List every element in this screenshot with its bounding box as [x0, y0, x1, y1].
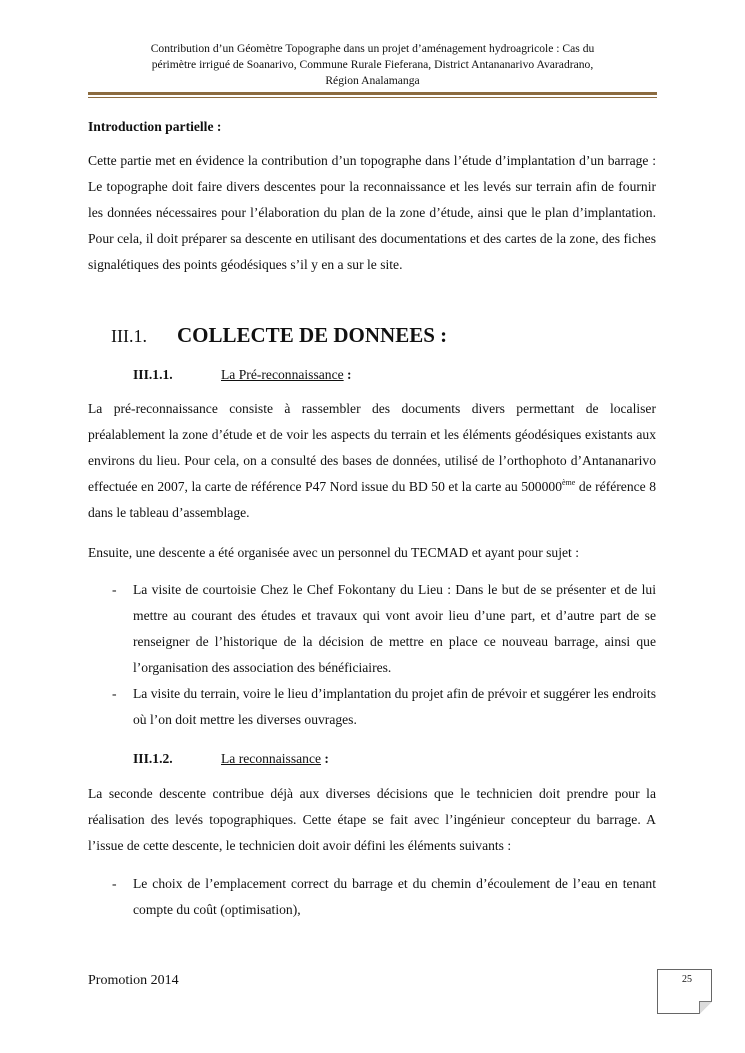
bullet-dash: - [112, 686, 117, 701]
header-line-1: Contribution d’un Géomètre Topographe dans un projet d’aménagement hydroagricole : Cas du [150, 42, 595, 55]
list-item-text: La visite de courtoisie Chez le Chef Fokontany du Lieu : Dans le but de se présenter et de lui mettre au courant des études et travaux qui vont avoir lieu d’une part, et d’autre part de se renseigner de l’historique de la décision de mettre en place ce nouveau barrage, ainsi que l’organisation des association des bénéficiaires. [133, 582, 656, 675]
section-title: COLLECTE DE DONNEES : [177, 323, 448, 347]
intro-title: Introduction partielle : [88, 119, 222, 134]
list-item [112, 681, 656, 733]
subsection-title-2: La reconnaissance [221, 751, 322, 766]
descente-paragraph: Ensuite, une descente a été organisée avec un personnel du TECMAD et ayant pour sujet : [88, 545, 579, 560]
list-item-text: Le choix de l’emplacement correct du barrage et du chemin d’écoulement de l’eau en tenant compte du coût (optimisation), [133, 876, 656, 917]
bullet-list-1 [112, 577, 656, 733]
superscript-eme: ème [562, 478, 576, 487]
page-number-box [657, 969, 712, 1014]
running-header [95, 41, 650, 89]
section-heading [111, 318, 447, 353]
list-item [112, 871, 656, 923]
intro-paragraph: Cette partie met en évidence la contribution d’un topographe dans l’étude d’implantation d’un barrage : Le topographe doit faire divers descentes pour la reconnaissance et les levés sur terrain afin de fournir les données nécessaires pour l’élaboration du plan de la zone d’étude, ainsi que le plan d’implantation. Pour cela, il doit préparer sa descente en utilisant des documentations et des cartes de la zone, des fiches signalétiques des points géodésiques s’il y en a sur le site. [88, 153, 656, 272]
subsection-title-1: La Pré-reconnaissance [221, 367, 344, 382]
bullet-list-2 [112, 871, 656, 923]
list-item [112, 577, 656, 681]
prereconnaissance-paragraph [88, 396, 656, 526]
footer-promotion: Promotion 2014 [88, 973, 179, 988]
header-rule [88, 92, 657, 98]
prereconnaissance-text: La pré-reconnaissance consiste à rassembler des documents divers permettant de localiser préalablement la zone d’étude et de voir les aspects du terrain et les éléments géodésiques existants aux environs du lieu. Pour cela, on a consulté des bases de données, utilisé de l’orthophoto d’Antananarivo effectuée en 2007, la carte de référence P47 Nord issue du BD 50 et la carte au 500000 [88, 401, 656, 494]
reconnaissance-paragraph: La seconde descente contribue déjà aux diverses décisions que le technicien doit prendre pour la réalisation des levés topographiques. Cette étape se fait avec l’ingénieur concepteur du barrage. A l’issue de cette descente, le technicien doit avoir défini les éléments suivants : [88, 786, 656, 853]
subsection-number-2: III.1.2. [133, 751, 173, 766]
header-line-2: périmètre irrigué de Soanarivo, Commune Rurale Fieferana, District Antananarivo Avaradrano, [151, 58, 594, 71]
page-number: 25 [682, 974, 692, 985]
page-curl-icon [699, 1001, 712, 1014]
prereconnaissance-text-end: de référence 8 dans le tableau d’assemblage. [88, 479, 656, 520]
subsection-heading-1 [133, 365, 352, 385]
subsection-colon-2: : [321, 751, 329, 766]
bullet-dash: - [112, 582, 117, 597]
subsection-colon-1: : [343, 367, 352, 382]
section-number: III.1. [111, 326, 147, 346]
header-line-3: Région Analamanga [325, 74, 420, 87]
subsection-heading-2 [133, 749, 329, 769]
subsection-number-1: III.1.1. [133, 367, 173, 382]
bullet-dash: - [112, 876, 117, 891]
list-item-text: La visite du terrain, voire le lieu d’implantation du projet afin de prévoir et suggérer les endroits où l’on doit mettre les diverses ouvrages. [133, 686, 656, 727]
